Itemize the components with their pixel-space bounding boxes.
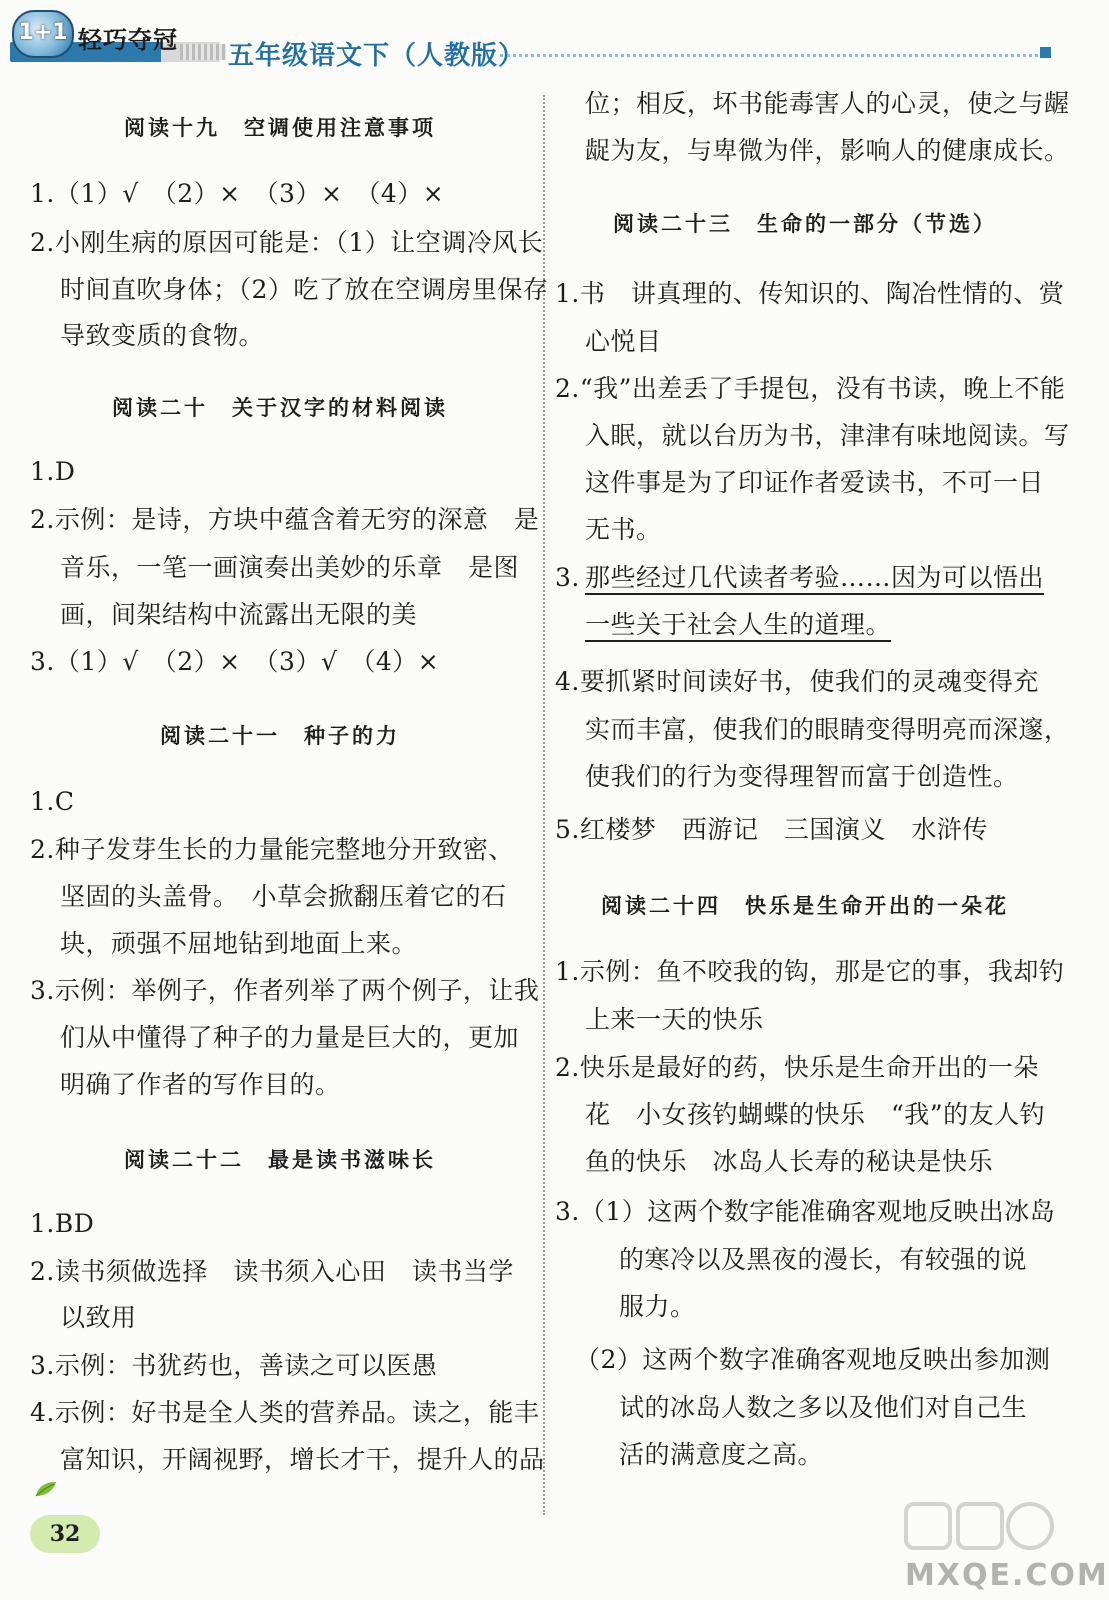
answer-line: 时间直吹身体；（2）吃了放在空调房里保存 xyxy=(60,275,549,304)
header-end-square xyxy=(1040,47,1051,58)
answer-line: 龊为友，与卑微为伴，影响人的健康成长。 xyxy=(585,136,1070,165)
answer-line: 明确了作者的写作目的。 xyxy=(60,1070,341,1099)
answer-line: 1.C xyxy=(30,787,75,816)
answer-line: 2.读书须做选择 读书须入心田 读书当学 xyxy=(30,1257,514,1286)
answer-line: 画，间架结构中流露出无限的美 xyxy=(60,600,418,629)
answer-line: 音乐，一笔一画演奏出美妙的乐章 是图 xyxy=(60,553,520,582)
answer-line: 这件事是为了印证作者爱读书，不可一日 xyxy=(585,468,1045,497)
answer-line: 实而丰富，使我们的眼睛变得明亮而深邃， xyxy=(585,715,1070,744)
answer-line: 2.快乐是最好的药，快乐是生命开出的一朵 xyxy=(555,1053,1039,1082)
answer-line: 上来一天的快乐 xyxy=(585,1005,764,1034)
answer-line: 4.要抓紧时间读好书，使我们的灵魂变得充 xyxy=(555,667,1039,696)
answer-line: 花 小女孩钓蝴蝶的快乐 “我”的友人钓 xyxy=(585,1100,1046,1129)
answer-line: 鱼的快乐 冰岛人长寿的秘诀是快乐 xyxy=(585,1147,994,1176)
column-divider xyxy=(543,95,545,1515)
answer-line: 1.示例：鱼不咬我的钩，那是它的事，我却钓 xyxy=(555,957,1065,986)
answer-line: 2.小刚生病的原因可能是：（1）让空调冷风长 xyxy=(30,228,544,257)
answer-line: 3.（1）这两个数字能准确客观地反映出冰岛 xyxy=(555,1197,1056,1226)
answer-line: 3. xyxy=(555,563,580,592)
leaf-icon xyxy=(34,1480,58,1498)
answer-line: 使我们的行为变得理智而富于创造性。 xyxy=(585,762,1019,791)
section-title-22: 阅读二十二 最是读书滋味长 xyxy=(124,1148,436,1172)
series-title: 五年级语文下（人教版） xyxy=(228,41,526,71)
answer-line: 1.BD xyxy=(30,1209,95,1238)
section-title-20: 阅读二十 关于汉字的材料阅读 xyxy=(112,396,448,420)
answer-line: 入眠，就以台历为书，津津有味地阅读。写 xyxy=(585,421,1070,450)
answer-line: 服力。 xyxy=(619,1292,696,1321)
answer-line: 3.示例：举例子，作者列举了两个例子，让我 xyxy=(30,976,540,1005)
answer-line: 2.“我”出差丢了手提包，没有书读，晚上不能 xyxy=(555,374,1066,403)
answer-line: 1.D xyxy=(30,457,76,486)
answer-line: （2）这两个数字准确客观地反映出参加测 xyxy=(575,1345,1051,1374)
answer-line: 以致用 xyxy=(60,1303,137,1332)
answer-line: 活的满意度之高。 xyxy=(619,1440,824,1469)
logo-text: 轻巧夺冠 xyxy=(78,26,178,54)
answer-line: 2.种子发芽生长的力量能完整地分开致密、 xyxy=(30,835,514,864)
answer-line: 1.（1）√ （2）× （3）× （4）× xyxy=(30,179,445,208)
section-title-24: 阅读二十四 快乐是生命开出的一朵花 xyxy=(601,894,1009,918)
header-dotted-rule xyxy=(500,54,1038,57)
answer-line: 2.示例：是诗，方块中蕴含着无穷的深意 是 xyxy=(30,505,540,534)
header-striped-bar xyxy=(180,44,226,60)
answer-line: 心悦目 xyxy=(585,327,662,356)
answer-line: 导致变质的食物。 xyxy=(60,321,265,350)
answer-line: 块，顽强不屈地钻到地面上来。 xyxy=(60,929,418,958)
section-title-19: 阅读十九 空调使用注意事项 xyxy=(124,116,436,140)
watermark-text: MXQE.COM xyxy=(905,1558,1109,1593)
answer-line: 5.红楼梦 西游记 三国演义 水浒传 xyxy=(555,815,988,844)
answer-line: 试的冰岛人数之多以及他们对自己生 xyxy=(619,1393,1028,1422)
logo-badge: 1+1 xyxy=(12,10,74,58)
answer-line: 4.示例：好书是全人类的营养品。读之，能丰 xyxy=(30,1398,540,1427)
answer-line: 富知识，开阔视野，增长才干，提升人的品 xyxy=(60,1445,545,1474)
answer-line: 坚固的头盖骨。 小草会掀翻压着它的石 xyxy=(60,882,507,911)
page-header xyxy=(0,0,1079,90)
answer-line: 们从中懂得了种子的力量是巨大的，更加 xyxy=(60,1023,520,1052)
section-title-21: 阅读二十一 种子的力 xyxy=(160,724,400,748)
answer-line: 1.书 讲真理的、传知识的、陶冶性情的、赏 xyxy=(555,279,1065,308)
underlined-answer: 一些关于社会人生的道理。 xyxy=(585,610,892,639)
answer-line: 3.示例：书犹药也，善读之可以医愚 xyxy=(30,1351,438,1380)
section-title-23: 阅读二十三 生命的一部分（节选） xyxy=(613,212,997,236)
answer-line: 位；相反，坏书能毒害人的心灵，使之与龌 xyxy=(585,89,1070,118)
answer-line: 无书。 xyxy=(585,515,662,544)
answer-line: 3.（1）√ （2）× （3）√ （4）× xyxy=(30,647,440,676)
underlined-answer: 那些经过几代读者考验……因为可以悟出 xyxy=(585,563,1045,592)
answer-line: 的寒冷以及黑夜的漫长，有较强的说 xyxy=(619,1245,1028,1274)
page-number: 32 xyxy=(30,1515,100,1553)
